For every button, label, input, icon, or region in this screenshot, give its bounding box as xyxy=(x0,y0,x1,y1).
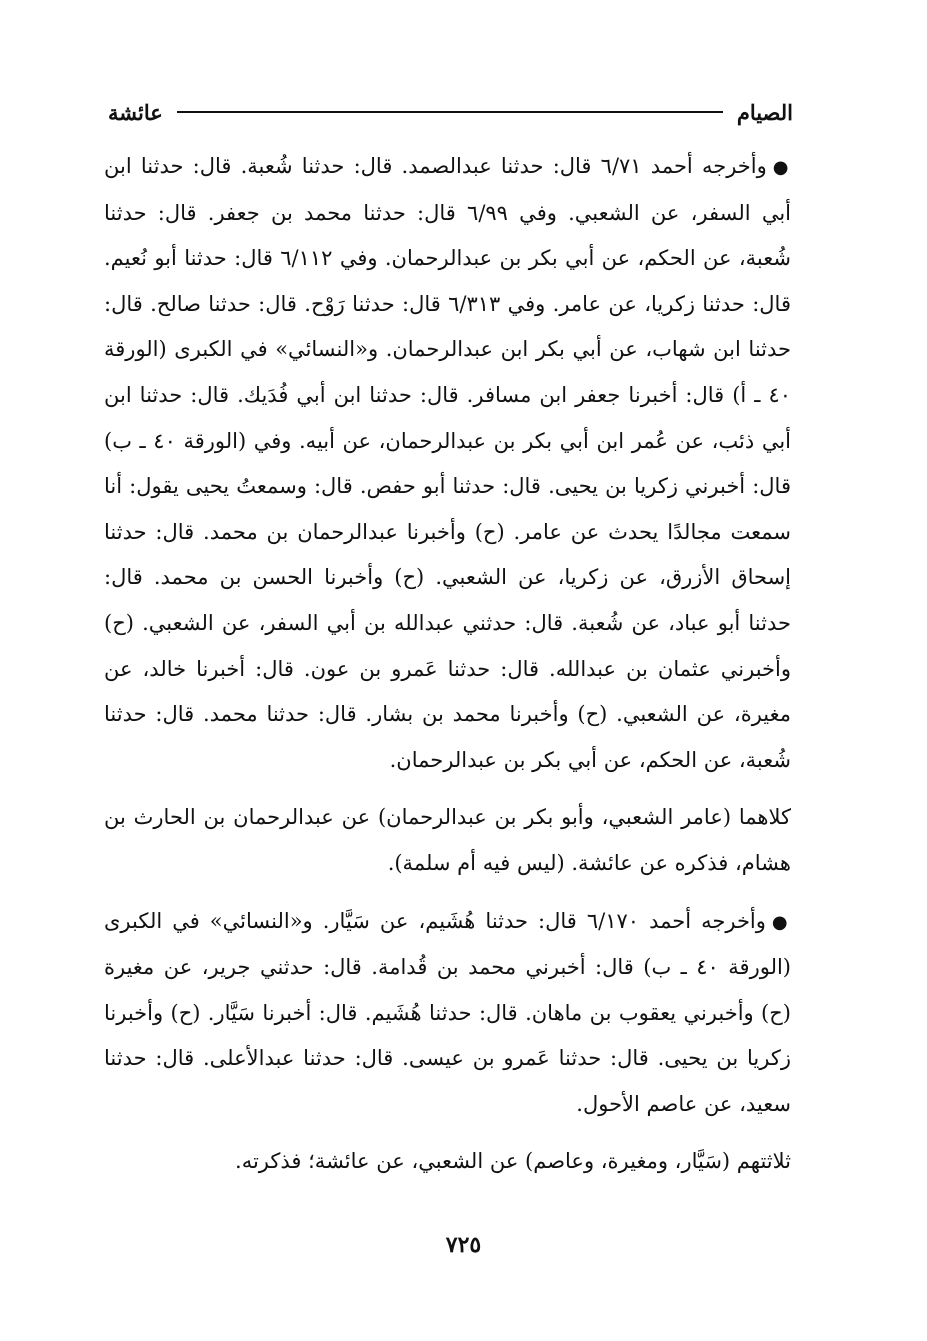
section-title: عائشة xyxy=(108,99,163,125)
paragraph-text: ثلاثتهم (سَيَّار، ومغيرة، وعاصم) عن الشعبي، عن عائشة؛ فذكرته. xyxy=(235,1149,791,1174)
page-number: ٧٢٥ xyxy=(445,1232,482,1258)
paragraph-text: كلاهما (عامر الشعبي، وأبو بكر بن عبدالرحمان) عن عبدالرحمان بن الحارث بن هشام، فذكره عن عائشة. (ليس فيه أم سلمة). xyxy=(104,805,791,875)
bullet-icon: ● xyxy=(772,157,791,178)
paragraph xyxy=(104,144,791,783)
running-header xyxy=(108,92,793,132)
paragraph-text: وأخرجه أحمد ٦/١٧٠ قال: حدثنا هُشَيم، عن سَيَّار. و«النسائي» في الكبرى (الورقة ٤٠ ـ ب) قال: أخبرني محمد بن قُدامة. قال: حدثني جرير، عن مغيرة (ح) وأخبرني يعقوب بن ماهان. قال: حدثنا هُشَيم. قال: أخبرنا سَيَّار. (ح) وأخبرنا زكريا بن يحيى. قال: حدثنا عَمرو بن عيسى. قال: حدثنا عبدالأعلى. قال: حدثنا سعيد، عن عاصم الأحول. xyxy=(104,908,792,1116)
chapter-title: الصيام xyxy=(736,99,793,125)
paragraph xyxy=(104,899,791,1128)
paragraph xyxy=(104,1139,791,1185)
paragraph-text: وأخرجه أحمد ٦/٧١ قال: حدثنا عبدالصمد. قال: حدثنا شُعبة. قال: حدثنا ابن أبي السفر، عن الشعبي. وفي ٦/٩٩ قال: حدثنا محمد بن جعفر. قال: حدثنا شُعبة، عن الحكم، عن أبي بكر بن عبدالرحمان. وفي ٦/١١٢ قال: حدثنا أبو نُعيم. قال: حدثنا زكريا، عن عامر. وفي ٦/٣١٣ قال: حدثنا رَوْح. قال: حدثنا صالح. قال: حدثنا ابن شهاب، عن أبي بكر ابن عبدالرحمان. و«النسائي» في الكبرى (الورقة ٤٠ ـ أ) قال: أخبرنا جعفر ابن مسافر. قال: حدثنا ابن أبي فُدَيك. قال: حدثنا ابن أبي ذئب، عن عُمر ابن أبي بكر بن عبدالرحمان، عن أبيه. وفي (الورقة ٤٠ ـ ب) قال: أخبرني زكريا بن يحيى. قال: حدثنا أبو حفص. قال: وسمعتُ يحيى يقول: أنا سمعت مجالدًا يحدث عن عامر. (ح) وأخبرنا عبدالرحمان بن محمد. قال: حدثنا إسحاق الأزرق، عن زكريا، عن الشعبي. (ح) وأخبرنا الحسن بن محمد. قال: حدثنا أبو عباد، عن شُعبة. قال: حدثني عبدالله بن أبي السفر، عن الشعبي. (ح) وأخبرني عثمان بن عبدالله. قال: حدثنا عَمرو بن عون. قال: أخبرنا خالد، عن مغيرة، عن الشعبي. (ح) وأخبرنا محمد بن بشار. قال: حدثنا محمد. قال: حدثنا شُعبة، عن الحكم، عن أبي بكر بن عبدالرحمان. xyxy=(104,154,792,772)
header-rule xyxy=(177,111,723,113)
bullet-icon: ● xyxy=(771,911,791,933)
paragraph xyxy=(104,795,791,886)
body-text xyxy=(104,144,791,1185)
